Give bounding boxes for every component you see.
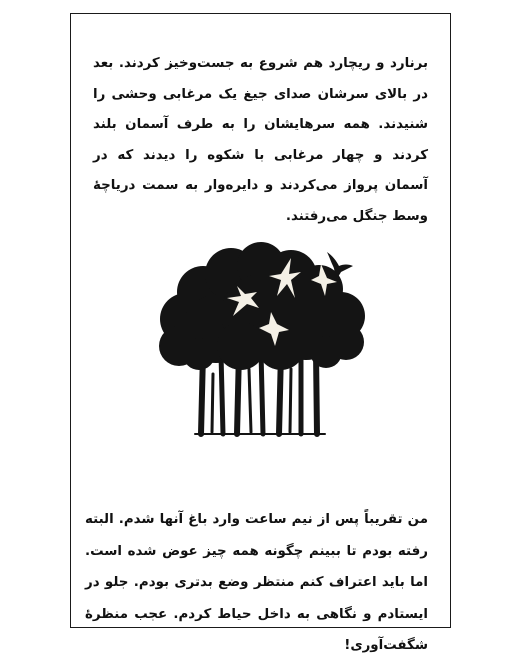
paragraph-bottom: من تقریباً پس از نیم ساعت وارد باغ آنها شدم. البته رفته بودم تا ببینم چگونه همه چیز عوض شده است. اما باید اعتراف کنم منتظر وضع بدتری بودم. جلو در ایستادم و نگاهی به داخل حیاط کردم. عجب منظرهٔ شگفت‌آوری! <box>85 512 428 654</box>
trees-and-birds-illustration <box>141 234 381 439</box>
paragraph-top: برنارد و ریچارد هم شروع به جست‌وخیز کردند. بعد در بالای سرشان صدای جیغ یک مرغابی وحشی را شنیدند. همه سرهایشان را به طرف آسمان بلند کردند و چهار مرغابی با شکوه را دیدند که در آسمان پرواز می‌کردند و دایره‌وار به سمت دریاچهٔ وسط جنگل می‌رفتند. <box>93 56 428 224</box>
page-frame <box>70 13 451 654</box>
tree-trunks <box>195 352 325 434</box>
